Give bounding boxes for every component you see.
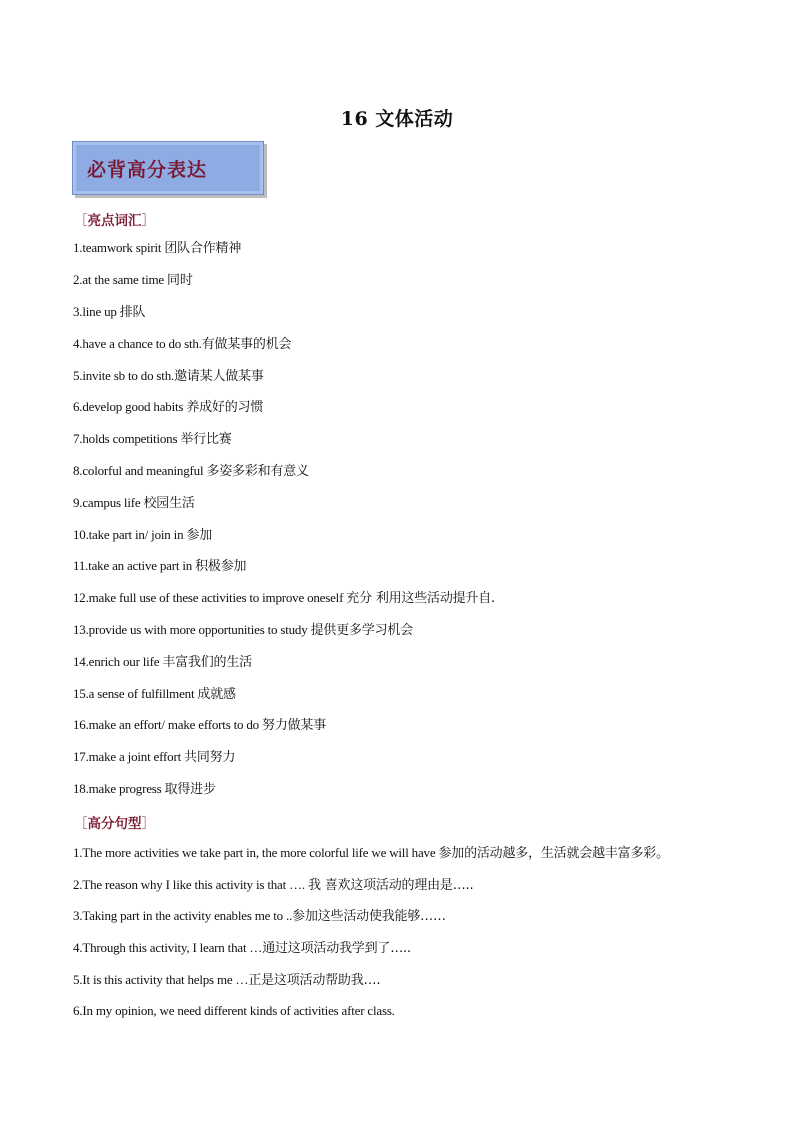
vocab-item: 4.have a chance to do sth.有做某事的机会 [73,336,292,352]
vocab-item: 9.campus life 校园生活 [73,495,195,511]
sentence-heading: ［高分句型］ [74,816,155,832]
vocab-item: 3.line up 排队 [73,304,146,320]
vocab-item: 7.holds competitions 举行比赛 [73,431,232,447]
sentence-item: 5.It is this activity that helps me …正是这项活动帮助我…. [73,972,381,988]
document-title: 16 文体活动 [340,108,454,130]
vocab-item: 16.make an effort/ make efforts to do 努力做某事 [73,717,327,733]
vocab-item: 12.make full use of these activities to improve oneself 充分 利用这些活动提升自. [73,590,495,606]
sentence-item: 2.The reason why I like this activity is that …. 我 喜欢这项活动的理由是….. [73,877,474,893]
vocab-heading: ［亮点词汇］ [74,213,155,229]
vocab-item: 15.a sense of fulfillment 成就感 [73,686,236,702]
vocab-item: 11.take an active part in 积极参加 [73,558,247,574]
vocab-heading-label: 亮点词汇 [87,213,142,229]
vocab-item: 10.take part in/ join in 参加 [73,527,213,543]
vocab-item: 13.provide us with more opportunities to study 提供更多学习机会 [73,622,413,638]
vocab-item: 2.at the same time 同时 [73,272,193,288]
sentence-item: 1.The more activities we take part in, the more colorful life we will have 参加的活动越多，生活就会越丰富多彩。 [73,845,669,861]
sentence-item: 4.Through this activity, I learn that …通过这项活动我学到了….. [73,940,411,956]
sentence-heading-label: 高分句型 [87,816,142,832]
vocab-item: 14.enrich our life 丰富我们的生活 [73,654,252,670]
section-banner [72,141,264,195]
vocab-item: 6.develop good habits 养成好的习惯 [73,399,264,415]
sentence-item: 6.In my opinion, we need different kinds of activities after class. [73,1003,395,1018]
banner-label: 必背高分表达 [87,159,208,181]
vocab-item: 8.colorful and meaningful 多姿多彩和有意义 [73,463,309,479]
vocab-item: 18.make progress 取得进步 [73,781,216,797]
sentence-item: 3.Taking part in the activity enables me to ..参加这些活动使我能够…… [73,908,446,924]
vocab-item: 1.teamwork spirit 团队合作精神 [73,240,242,256]
vocab-item: 5.invite sb to do sth.邀请某人做某事 [73,368,264,384]
vocab-item: 17.make a joint effort 共同努力 [73,749,236,765]
